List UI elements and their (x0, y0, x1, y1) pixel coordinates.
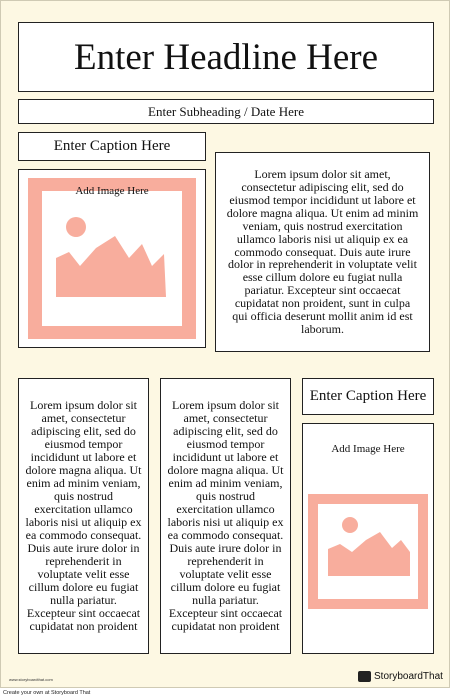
caption-left-text: Enter Caption Here (53, 138, 171, 154)
caption-box-left[interactable] (18, 132, 206, 161)
caption-right-text: Enter Caption Here (309, 388, 427, 404)
subheading-text: Enter Subheading / Date Here (148, 103, 304, 119)
text-block-top[interactable] (215, 152, 430, 352)
image-right-label: Add Image Here (331, 443, 405, 455)
image-placeholder-right (308, 494, 428, 609)
storyboardthat-logo-icon (358, 671, 371, 682)
subheading-box[interactable] (18, 99, 434, 124)
text-block-left[interactable] (18, 378, 149, 654)
caption-box-right[interactable] (302, 378, 434, 415)
text-block-left-text: Lorem ipsum dolor sit amet, consectetur adipiscing elit, sed do eiusmod tempor incididunt ut labore et dolore magna aliqua. Ut enim ad minim veniam, quis nostrud exercitation ullamco laboris nisi ut aliquip ex ea commodo consequat. Duis aute irure dolor in reprehenderit in voluptate velit esse cillum dolore eu fugiat nulla pariatur. Excepteur sint occaecat cupidatat non proident (25, 398, 142, 633)
storyboardthat-logo[interactable] (358, 669, 443, 683)
headline-text: Enter Headline Here (73, 36, 379, 78)
image-box-left[interactable] (18, 169, 206, 348)
text-block-top-text: Lorem ipsum dolor sit amet, consectetur adipiscing elit, sed do eiusmod tempor incididunt ut labore et dolore magna aliqua. Ut enim ad minim veniam, quis nostrud exercitation ullamco laboris nisi ut aliquip ex ea commodo consequat. Duis aute irure dolor in reprehenderit in voluptate velit esse cillum dolore eu fugiat nulla pariatur. Excepteur sint occaecat cupidatat non proident, sunt in culpa qui officia deserunt mollit anim id est laborum. (226, 166, 419, 337)
image-left-label: Add Image Here (75, 185, 149, 197)
image-placeholder-left (28, 178, 196, 339)
mountain-sun-icon (308, 494, 428, 609)
image-box-right[interactable] (302, 423, 434, 654)
headline-box[interactable] (18, 22, 434, 92)
mountain-sun-icon (28, 178, 196, 339)
footer-brand: StoryboardThat (374, 670, 443, 682)
bottom-credit: Create your own at Storyboard That (3, 690, 91, 696)
text-block-middle-text: Lorem ipsum dolor sit amet, consectetur adipiscing elit, sed do eiusmod tempor incididunt ut labore et dolore magna aliqua. Ut enim ad minim veniam, quis nostrud exercitation ullamco laboris nisi ut aliquip ex ea commodo consequat. Duis aute irure dolor in reprehenderit in voluptate velit esse cillum dolore eu fugiat nulla pariatur. Excepteur sint occaecat cupidatat non proident (167, 398, 284, 633)
footer-url: www.storyboardthat.com (9, 677, 53, 682)
text-block-middle[interactable] (160, 378, 291, 654)
